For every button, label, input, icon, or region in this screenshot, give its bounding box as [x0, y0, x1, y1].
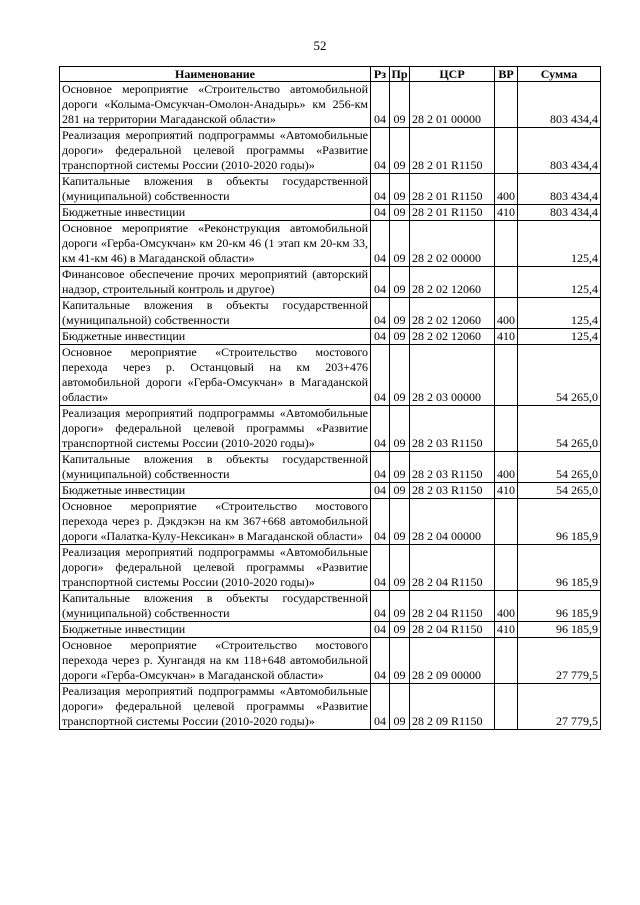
row-csr: 28 2 03 00000: [410, 345, 495, 406]
row-pr: 09: [390, 329, 410, 345]
budget-table: [59, 66, 601, 730]
row-sum: 27 779,5: [518, 684, 601, 730]
row-csr: 28 2 02 12060: [410, 329, 495, 345]
row-name: Основное мероприятие «Реконструкция автомобильной дороги «Герба-Омсукчан» км 20-км 46 (1 этап км 20-км 33, км 41-км 46) в Магаданской области»: [60, 221, 371, 267]
row-rz: 04: [371, 545, 390, 591]
table-row: [60, 545, 601, 591]
row-rz: 04: [371, 174, 390, 205]
row-vr: [495, 545, 518, 591]
row-rz: 04: [371, 483, 390, 499]
page-number: 52: [313, 38, 327, 53]
header-pr: Пр: [391, 66, 408, 81]
row-name: Основное мероприятие «Строительство автомобильной дороги «Колыма-Омсукчан-Омолон-Анадырь» км 256-км 281 на территории Магаданской области»: [60, 82, 371, 128]
row-name: Капитальные вложения в объекты государственной (муниципальной) собственности: [60, 591, 371, 622]
row-csr: 28 2 04 R1150: [410, 545, 495, 591]
row-name: Бюджетные инвестиции: [60, 329, 371, 345]
row-name: Реализация мероприятий подпрограммы «Автомобильные дороги» федеральной целевой программы «Развитие транспортной системы России (2010-2020 годы)»: [60, 406, 371, 452]
row-csr: 28 2 04 00000: [410, 499, 495, 545]
row-pr: 09: [390, 82, 410, 128]
row-sum: 125,4: [518, 298, 601, 329]
row-csr: 28 2 02 12060: [410, 298, 495, 329]
row-name: Основное мероприятие «Строительство мостового перехода через р. Дэкдэкэн на км 367+668 автомобильной дороги «Палатка-Кулу-Нексикан» в Магаданской области»: [60, 499, 371, 545]
row-rz: 04: [371, 221, 390, 267]
row-rz: 04: [371, 591, 390, 622]
row-vr: 410: [495, 329, 518, 345]
row-pr: 09: [390, 174, 410, 205]
row-name: Бюджетные инвестиции: [60, 622, 371, 638]
table-row: [60, 82, 601, 128]
row-vr: [495, 82, 518, 128]
header-rz: Рз: [371, 67, 390, 82]
row-sum: 96 185,9: [518, 545, 601, 591]
row-name: Реализация мероприятий подпрограммы «Автомобильные дороги» федеральной целевой программы «Развитие транспортной системы России (2010-2020 годы)»: [60, 545, 371, 591]
row-pr: 09: [390, 128, 410, 174]
table-header-row: [60, 67, 601, 82]
table-row: [60, 329, 601, 345]
row-rz: 04: [371, 406, 390, 452]
row-csr: 28 2 02 12060: [410, 267, 495, 298]
row-pr: 09: [390, 545, 410, 591]
table-row: [60, 499, 601, 545]
row-name: Капитальные вложения в объекты государственной (муниципальной) собственности: [60, 452, 371, 483]
row-csr: 28 2 04 R1150: [410, 622, 495, 638]
row-pr: 09: [390, 622, 410, 638]
row-vr: [495, 499, 518, 545]
row-sum: 96 185,9: [518, 622, 601, 638]
row-csr: 28 2 02 00000: [410, 221, 495, 267]
row-name: Реализация мероприятий подпрограммы «Автомобильные дороги» федеральной целевой программы «Развитие транспортной системы России (2010-2020 годы)»: [60, 684, 371, 730]
table-row: [60, 638, 601, 684]
row-sum: 54 265,0: [518, 345, 601, 406]
row-sum: 803 434,4: [518, 174, 601, 205]
row-sum: 54 265,0: [518, 483, 601, 499]
table-row: [60, 452, 601, 483]
row-vr: 410: [495, 622, 518, 638]
table-row: [60, 483, 601, 499]
row-pr: 09: [390, 591, 410, 622]
row-vr: 410: [495, 205, 518, 221]
row-vr: [495, 128, 518, 174]
row-rz: 04: [371, 499, 390, 545]
table-row: [60, 684, 601, 730]
row-sum: 125,4: [518, 221, 601, 267]
row-sum: 125,4: [518, 267, 601, 298]
row-csr: 28 2 03 R1150: [410, 452, 495, 483]
table-row: [60, 205, 601, 221]
row-name: Финансовое обеспечение прочих мероприятий (авторский надзор, строительный контроль и другое): [60, 267, 371, 298]
header-name: Наименование: [60, 67, 371, 82]
row-pr: 09: [390, 406, 410, 452]
row-csr: 28 2 09 R1150: [410, 684, 495, 730]
row-pr: 09: [390, 452, 410, 483]
row-sum: 96 185,9: [518, 591, 601, 622]
row-name: Основное мероприятие «Строительство мостового перехода через р. Хунгандя на км 118+648 автомобильной дороги «Герба-Омсукчан» в Магаданской области»: [60, 638, 371, 684]
row-sum: 125,4: [518, 329, 601, 345]
table-row: [60, 406, 601, 452]
row-csr: 28 2 01 00000: [410, 82, 495, 128]
row-csr: 28 2 03 R1150: [410, 406, 495, 452]
row-vr: [495, 267, 518, 298]
table-row: [60, 221, 601, 267]
row-pr: 09: [390, 221, 410, 267]
row-vr: 400: [495, 591, 518, 622]
row-vr: [495, 684, 518, 730]
row-sum: 54 265,0: [518, 406, 601, 452]
header-vr: ВР: [495, 67, 518, 82]
row-vr: [495, 221, 518, 267]
table-row: [60, 128, 601, 174]
row-pr: 09: [390, 483, 410, 499]
row-rz: 04: [371, 329, 390, 345]
row-csr: 28 2 01 R1150: [410, 205, 495, 221]
row-rz: 04: [371, 638, 390, 684]
row-pr: 09: [390, 267, 410, 298]
row-rz: 04: [371, 82, 390, 128]
row-csr: 28 2 04 R1150: [410, 591, 495, 622]
row-rz: 04: [371, 267, 390, 298]
row-csr: 28 2 01 R1150: [410, 128, 495, 174]
row-vr: [495, 345, 518, 406]
row-sum: 54 265,0: [518, 452, 601, 483]
row-csr: 28 2 03 R1150: [410, 483, 495, 499]
row-sum: 27 779,5: [518, 638, 601, 684]
row-vr: 400: [495, 452, 518, 483]
row-pr: 09: [390, 298, 410, 329]
row-rz: 04: [371, 452, 390, 483]
row-pr: 09: [390, 345, 410, 406]
row-sum: 803 434,4: [518, 82, 601, 128]
row-pr: 09: [390, 205, 410, 221]
table-row: [60, 298, 601, 329]
row-rz: 04: [371, 205, 390, 221]
header-csr: ЦСР: [410, 67, 495, 82]
table-row: [60, 267, 601, 298]
header-sum: Сумма: [518, 67, 601, 82]
row-rz: 04: [371, 298, 390, 329]
row-vr: 400: [495, 174, 518, 205]
row-rz: 04: [371, 684, 390, 730]
row-name: Бюджетные инвестиции: [60, 205, 371, 221]
row-rz: 04: [371, 622, 390, 638]
row-rz: 04: [371, 128, 390, 174]
row-pr: 09: [390, 638, 410, 684]
row-sum: 803 434,4: [518, 128, 601, 174]
table-row: [60, 345, 601, 406]
row-sum: 803 434,4: [518, 205, 601, 221]
table-body: [60, 82, 601, 730]
row-csr: 28 2 01 R1150: [410, 174, 495, 205]
row-name: Основное мероприятие «Строительство мостового перехода через р. Останцовый на км 203+476 автомобильной дороги «Герба-Омсукчан» в Магаданской области»: [60, 345, 371, 406]
table-row: [60, 622, 601, 638]
row-vr: 400: [495, 298, 518, 329]
row-vr: [495, 638, 518, 684]
row-pr: 09: [390, 684, 410, 730]
table-row: [60, 591, 601, 622]
row-vr: 410: [495, 483, 518, 499]
row-sum: 96 185,9: [518, 499, 601, 545]
row-name: Капитальные вложения в объекты государственной (муниципальной) собственности: [60, 174, 371, 205]
row-csr: 28 2 09 00000: [410, 638, 495, 684]
row-rz: 04: [371, 345, 390, 406]
row-vr: [495, 406, 518, 452]
row-name: Бюджетные инвестиции: [60, 483, 371, 499]
table-row: [60, 174, 601, 205]
row-pr: 09: [390, 499, 410, 545]
row-name: Реализация мероприятий подпрограммы «Автомобильные дороги» федеральной целевой программы «Развитие транспортной системы России (2010-2020 годы)»: [60, 128, 371, 174]
row-name: Капитальные вложения в объекты государственной (муниципальной) собственности: [60, 298, 371, 329]
